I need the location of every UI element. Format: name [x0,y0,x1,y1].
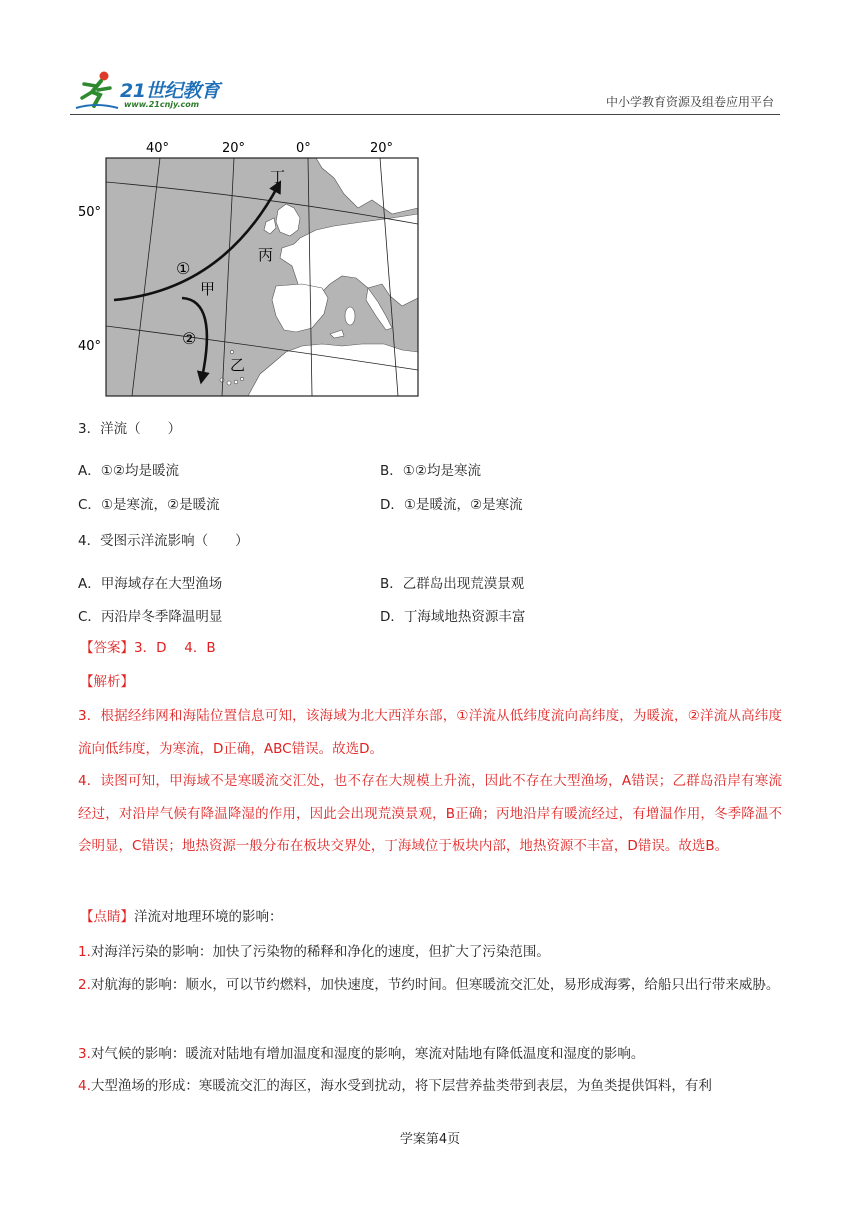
lon-label: 20° [222,141,246,156]
answer-text: 3．D 4．B [134,640,216,656]
logo [74,68,244,112]
lon-label: 40° [146,141,170,156]
tip-item-4: 4.大型渔场的形成：寒暖流交汇的海区，海水受到扰动，将下层营养盐类带到表层，为鱼类提供饵料，有利 [78,1078,712,1094]
analysis-label: 【解析】 [80,674,134,690]
runner-logo-icon [74,68,120,112]
answer-label: 【答案】 [80,640,134,656]
lon-label: 20° [370,141,394,156]
q4-option-d: D．丁海域地热资源丰富 [380,609,526,625]
tips-line [80,908,283,926]
question-3-stem: 3．洋流（ ） [78,421,182,437]
tip-item-3: 3.对气候的影响：暖流对陆地有增加温度和湿度的影响，寒流对陆地有降低温度和湿度的影响。 [78,1046,645,1062]
madeira-island [230,350,233,353]
q3-option-b: B．①②均是寒流 [380,463,481,479]
page-header [70,68,780,115]
place-label-yi: 乙 [230,356,246,374]
q3-option-c: C．①是寒流，②是暖流 [78,497,220,513]
tips-title: 洋流对地理环境的影响： [134,909,283,925]
q3-option-d: D．①是暖流，②是寒流 [380,497,523,513]
logo-url: www.21cnjy.com [124,100,200,109]
place-label-ding: 丁 [270,168,286,186]
ocean-current-map [72,138,422,400]
lat-label: 50° [78,205,102,220]
place-label-bing: 丙 [258,246,274,264]
lon-label: 0° [296,141,311,156]
current-label-2: ② [182,329,197,348]
place-label-jia: 甲 [200,280,216,298]
page-footer: 学案第4页 [399,1132,461,1147]
analysis-paragraph-3: 3．根据经纬网和海陆位置信息可知，该海域为北大西洋东部，①洋流从低纬度流向高纬度，为暖流，②洋流从高纬度流向低纬度，为寒流，D正确，ABC错误。故选D。 [78,708,782,757]
tips-label: 【点睛】 [80,909,134,925]
canary-island [220,378,224,382]
tip-item-2: 2.对航海的影响：顺水，可以节约燃料，加快速度，节约时间。但寒暖流交汇处，易形成海雾，给船只出行带来威胁。 [78,977,780,993]
sardinia-land [345,307,355,325]
q4-option-b: B．乙群岛出现荒漠景观 [380,576,525,592]
q3-option-a: A．①②均是暖流 [78,463,179,479]
tip-item-1: 1.对海洋污染的影响：加快了污染物的稀释和净化的速度，但扩大了污染范围。 [78,944,550,960]
canary-island [227,381,231,385]
q4-option-c: C．丙沿岸冬季降温明显 [78,609,223,625]
canary-island [234,380,238,384]
platform-name: 中小学教育资源及组卷应用平台 [605,95,774,109]
analysis-paragraph-4: 4．读图可知，甲海域不是寒暖流交汇处，也不存在大规模上升流，因此不存在大型渔场，A错误；乙群岛沿岸有寒流经过，对沿岸气候有降温降湿的作用，因此会出现荒漠景观，B正确；丙地沿岸有暖流经过，有增温作用，冬季降温不会明显，C错误；地热资源一般分布在板块交界处，丁海域位于板块内部，地热资源不丰富，D错误。故选B。 [78,773,782,854]
q4-option-a: A．甲海域存在大型渔场 [78,576,223,592]
current-label-1: ① [176,259,191,278]
canary-island [240,377,243,380]
answer-line [80,639,216,657]
question-4-stem: 4．受图示洋流影响（ ） [78,533,249,549]
logo-title: 21世纪教育 [120,80,220,102]
lat-label: 40° [78,339,102,354]
